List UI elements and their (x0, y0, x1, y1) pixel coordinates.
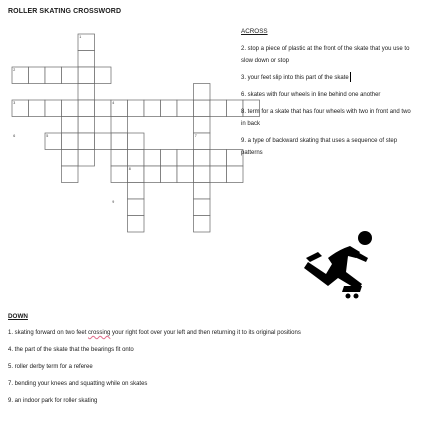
grid-cell[interactable] (62, 150, 79, 167)
grid-cell[interactable] (161, 150, 178, 167)
clue-number: 8 (128, 167, 131, 172)
grid-cell[interactable] (144, 150, 161, 167)
spelling-flag[interactable]: crossing (88, 330, 111, 336)
grid-cell[interactable] (29, 67, 46, 84)
clue-number: 9 (112, 200, 115, 205)
grid-cell[interactable] (177, 150, 194, 167)
grid-cell[interactable] (111, 150, 128, 167)
grid-cell[interactable] (194, 150, 211, 167)
grid-cell[interactable] (111, 117, 128, 134)
across-clue-9: 9. a type of backward skating that uses a sequence of step patterns (241, 138, 398, 156)
grid-cell[interactable] (62, 166, 79, 183)
grid-cell[interactable] (194, 216, 211, 233)
grid-cell[interactable] (78, 67, 95, 84)
grid-cell[interactable] (194, 199, 211, 216)
grid-cell[interactable] (128, 183, 145, 200)
across-clues (241, 26, 411, 159)
grid-cell[interactable] (95, 133, 112, 150)
grid-cell[interactable] (144, 166, 161, 183)
clue-number: 3 (13, 101, 16, 106)
grid-cell[interactable] (62, 133, 79, 150)
grid-cell[interactable] (78, 133, 95, 150)
text-cursor (350, 72, 351, 82)
grid-cell[interactable] (111, 133, 128, 150)
grid-cell[interactable] (45, 67, 62, 84)
grid-cell[interactable] (194, 183, 211, 200)
grid-cell[interactable] (78, 117, 95, 134)
clue-number: 5 (46, 134, 49, 139)
clue-number: 2 (13, 68, 16, 73)
page-title: ROLLER SKATING CROSSWORD (8, 8, 122, 15)
clue-number: 4 (112, 101, 115, 106)
grid-cell[interactable] (194, 84, 211, 101)
across-clue-8: 8. term for a skate that has four wheels with two in front and two in back (241, 109, 411, 127)
roller-skater-icon (298, 228, 382, 300)
grid-cell[interactable] (128, 216, 145, 233)
grid-cell[interactable] (111, 166, 128, 183)
grid-cell[interactable] (177, 166, 194, 183)
across-clue-3[interactable] (241, 72, 411, 84)
grid-cell[interactable] (161, 166, 178, 183)
across-clue-6: 6. skates with four wheels in line behind one another (241, 92, 381, 98)
grid-cell[interactable] (177, 100, 194, 117)
across-clue-2: 2. stop a piece of plastic at the front of the skate that you use to slow down or stop (241, 46, 410, 64)
grid-cell[interactable] (227, 166, 244, 183)
down-clues (8, 311, 418, 407)
grid-cell[interactable] (78, 51, 95, 68)
grid-cell[interactable] (62, 100, 79, 117)
clue-number: 1 (79, 35, 82, 40)
grid-cell[interactable] (128, 150, 145, 167)
down-clue-7: 7. bending your knees and squatting while on skates (8, 381, 148, 387)
grid-cell[interactable] (194, 117, 211, 134)
grid-cell[interactable] (128, 199, 145, 216)
grid-cell[interactable] (210, 150, 227, 167)
grid-cell[interactable] (78, 150, 95, 167)
grid-cell[interactable] (194, 166, 211, 183)
down-heading: DOWN (8, 313, 28, 320)
clue-number: 7 (194, 134, 197, 139)
grid-cell[interactable] (62, 67, 79, 84)
grid-cell[interactable] (45, 100, 62, 117)
grid-cell[interactable] (29, 100, 46, 117)
grid-cell[interactable] (128, 100, 145, 117)
grid-cell[interactable] (128, 133, 145, 150)
grid-cell[interactable] (78, 84, 95, 101)
grid-cell[interactable] (78, 100, 95, 117)
grid-cell[interactable] (95, 67, 112, 84)
grid-cell[interactable] (194, 100, 211, 117)
down-clue-9: 9. an indoor park for roller skating (8, 398, 98, 404)
grid-cell[interactable] (62, 117, 79, 134)
down-clue-5: 5. roller derby term for a referee (8, 364, 93, 370)
across-heading: ACROSS (241, 28, 268, 35)
grid-cell[interactable] (144, 100, 161, 117)
grid-cell[interactable] (210, 166, 227, 183)
across-clue-3-text: 3. your feet slip into this part of the skate (241, 75, 349, 81)
grid-cell[interactable] (161, 100, 178, 117)
down-clue-1: 1. skating forward on two feet crossing your right foot over your left and then returning it to its original positions (8, 330, 301, 336)
grid-cell[interactable] (95, 100, 115, 117)
clue-number: 6 (13, 134, 16, 139)
down-clue-4: 4. the part of the skate that the bearings fit onto (8, 347, 134, 353)
grid-cell[interactable] (210, 100, 227, 117)
